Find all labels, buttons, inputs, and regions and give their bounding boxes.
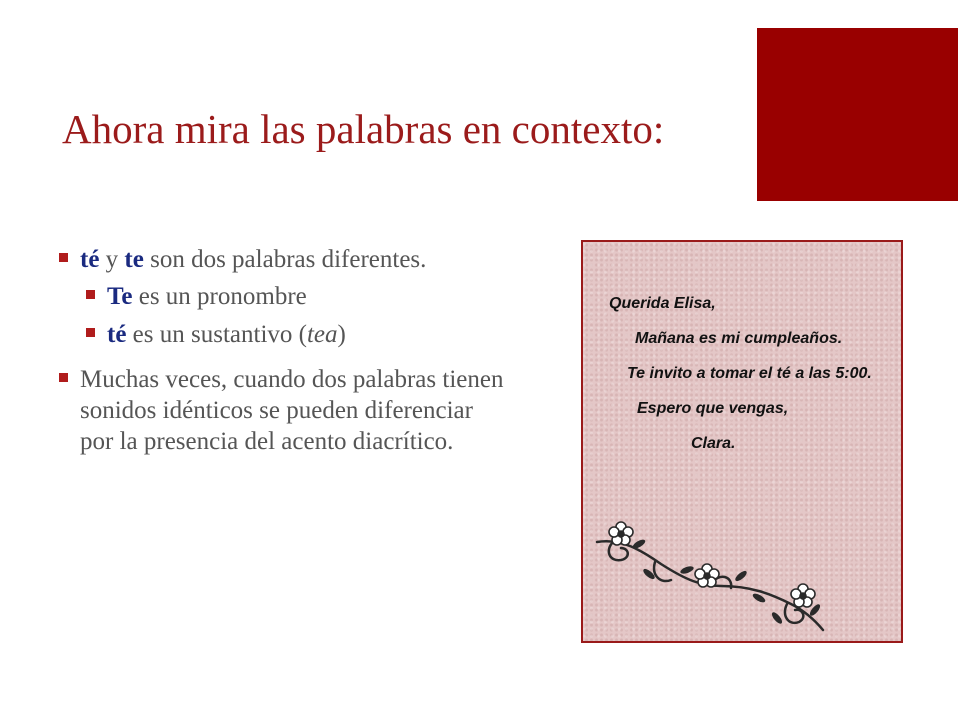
bullet-text: son dos palabras diferentes. (143, 246, 427, 273)
keyword-te: Te (107, 283, 133, 310)
sub-bullet-item (85, 319, 508, 350)
note-letter (593, 293, 893, 468)
bullet-text: es un pronombre (132, 283, 307, 310)
slide-title: Ahora mira las palabras en contexto: (62, 106, 665, 152)
keyword-te-accent: té (80, 246, 100, 273)
bullet-text: y (99, 246, 125, 273)
note-line: Mañana es mi cumpleaños. (635, 330, 843, 347)
floral-vine-icon (591, 514, 827, 636)
sub-bullet-item (85, 281, 508, 312)
accent-square (757, 28, 958, 201)
italic-translation: tea (306, 321, 338, 348)
bullet-text: Muchas veces, cuando dos palabras tienen sonidos idénticos se pueden diferenciar por la presencia del acento diacrítico. (80, 366, 504, 455)
note-line: Te invito a tomar el té a las 5:00. (627, 365, 872, 382)
keyword-te-accent: té (107, 321, 127, 348)
bullet-item (58, 244, 508, 275)
bullet-text: ) (337, 321, 346, 348)
bullet-list (58, 244, 508, 457)
keyword-te: te (124, 246, 144, 273)
bullet-item (58, 364, 508, 457)
bullet-text: es un sustantivo ( (126, 321, 307, 348)
note-signature: Clara. (691, 435, 736, 452)
note-closing: Espero que vengas, (637, 400, 789, 417)
invitation-note (581, 240, 903, 643)
note-greeting: Querida Elisa, (609, 295, 716, 312)
